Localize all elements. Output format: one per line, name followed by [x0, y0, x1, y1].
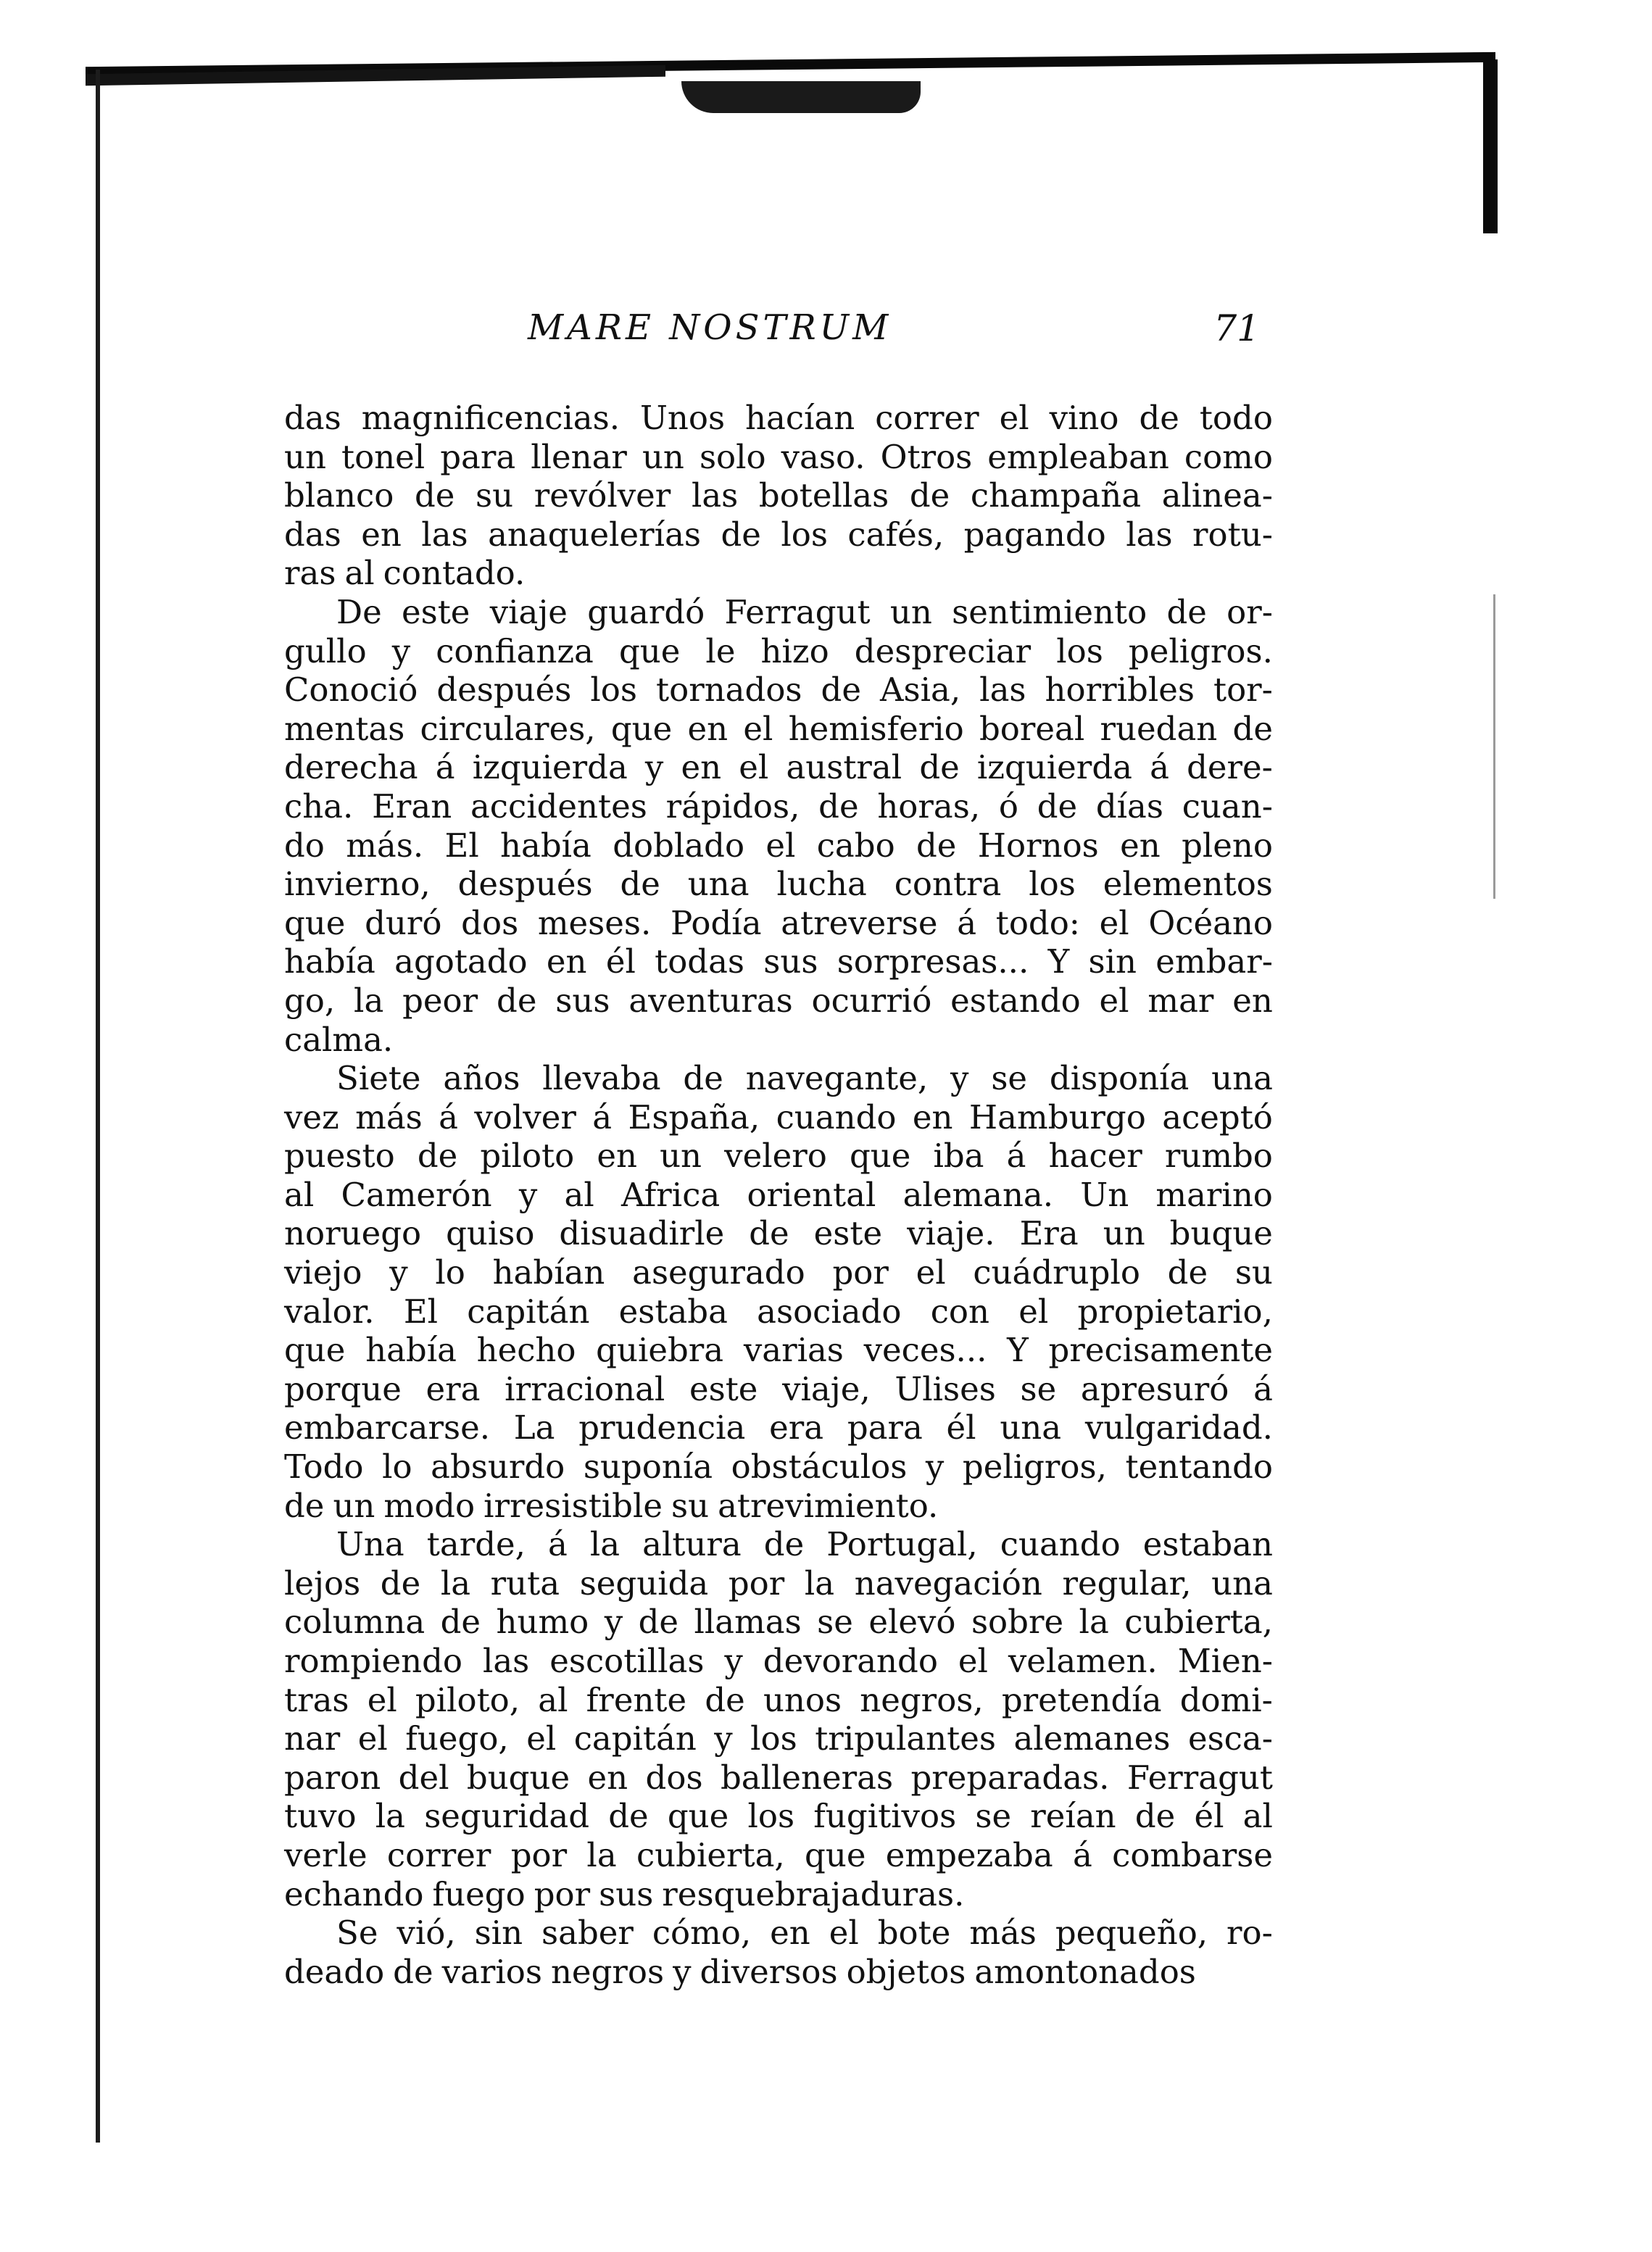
text-line: derecha á izquierda y en el austral de izquierda á dere-: [284, 748, 1273, 787]
paragraph: [284, 1525, 1273, 1914]
scan-ink-smudge: [681, 81, 921, 113]
text-line: deado de varios negros y diversos objetos amontonados: [284, 1952, 1196, 1991]
book-page: [284, 307, 1273, 1991]
text-line: de un modo irresistible su atrevimiento.: [284, 1486, 939, 1525]
text-line: que duró dos meses. Podía atreverse á todo: el Océano: [284, 903, 1273, 942]
paragraph: [284, 593, 1273, 1059]
running-head: [284, 307, 1273, 358]
text-line: puesto de piloto en un velero que iba á hacer rumbo: [284, 1137, 1273, 1176]
text-line: calma.: [284, 1020, 394, 1059]
text-line: ras al contado.: [284, 554, 526, 593]
text-line: porque era irracional este viaje, Ulises se apresuró á: [284, 1369, 1273, 1408]
text-line: columna de humo y de llamas se elevó sobre la cubierta,: [284, 1603, 1273, 1642]
text-line: viejo y lo habían asegurado por el cuádruplo de su: [284, 1253, 1273, 1292]
text-line: cha. Eran accidentes rápidos, de horas, ó de días cuan-: [284, 786, 1273, 826]
text-line: do más. El había doblado el cabo de Hornos en pleno: [284, 826, 1273, 865]
text-line: verle correr por la cubierta, que empezaba á combarse: [284, 1835, 1273, 1874]
text-line: había agotado en él todas sus sorpresas... Y sin embar-: [284, 942, 1273, 981]
text-line: lejos de la ruta seguida por la navegación regular, una: [284, 1563, 1273, 1603]
text-line: das en las anaquelerías de los cafés, pagando las rotu-: [284, 515, 1273, 554]
text-line: gullo y confianza que le hizo despreciar los peligros.: [284, 631, 1273, 670]
text-line: paron del buque en dos balleneras preparadas. Ferragut: [284, 1758, 1273, 1797]
text-line: das magnificencias. Unos hacían correr el vino de todo: [284, 399, 1273, 437]
text-line: De este viaje guardó Ferragut un sentimiento de or-: [336, 592, 1273, 631]
text-line: Siete años llevaba de navegante, y se disponía una: [336, 1059, 1273, 1098]
text-line: que había hecho quiebra varias veces... Y precisamente: [284, 1331, 1273, 1370]
text-line: embarcarse. La prudencia era para él una vulgaridad.: [284, 1408, 1273, 1447]
text-line: tras el piloto, al frente de unos negros, pretendía domi-: [284, 1680, 1273, 1719]
text-line: al Camerón y al Africa oriental alemana. Un marino: [284, 1175, 1273, 1214]
text-line: rompiendo las escotillas y devorando el velamen. Mien-: [284, 1642, 1273, 1680]
body-text: [284, 399, 1273, 1991]
text-line: Todo lo absurdo suponía obstáculos y peligros, tentando: [284, 1447, 1273, 1487]
text-line: echando fuego por sus resquebrajaduras.: [284, 1874, 965, 1914]
text-line: valor. El capitán estaba asociado con el propietario,: [284, 1292, 1273, 1331]
text-line: Una tarde, á la altura de Portugal, cuando estaban: [336, 1525, 1273, 1564]
scan-border-left: [96, 70, 100, 2143]
page-number: 71: [1213, 307, 1260, 349]
text-line: Conoció después los tornados de Asia, las horribles tor-: [284, 670, 1273, 710]
text-line: tuvo la seguridad de que los fugitivos se reían de él al: [284, 1797, 1273, 1836]
scan-fold-line: [1493, 594, 1495, 899]
text-line: nar el fuego, el capitán y los tripulantes alemanes esca-: [284, 1719, 1273, 1758]
text-line: vez más á volver á España, cuando en Hamburgo aceptó: [284, 1097, 1273, 1137]
text-line: mentas circulares, que en el hemisferio boreal ruedan de: [284, 709, 1273, 748]
scan-border-right: [1483, 59, 1498, 233]
paragraph: [284, 1059, 1273, 1525]
text-line: invierno, después de una lucha contra los elementos: [284, 865, 1273, 904]
paragraph: [284, 399, 1273, 593]
text-line: Se vió, sin saber cómo, en el bote más pequeño, ro-: [336, 1914, 1273, 1953]
text-line: blanco de su revólver las botellas de champaña alinea-: [284, 476, 1273, 515]
running-title: MARE NOSTRUM: [528, 307, 892, 348]
paragraph: [284, 1914, 1273, 1991]
text-line: noruego quiso disuadirle de este viaje. Era un buque: [284, 1214, 1273, 1253]
text-line: un tonel para llenar un solo vaso. Otros empleaban como: [284, 437, 1273, 476]
text-line: go, la peor de sus aventuras ocurrió estando el mar en: [284, 981, 1273, 1020]
